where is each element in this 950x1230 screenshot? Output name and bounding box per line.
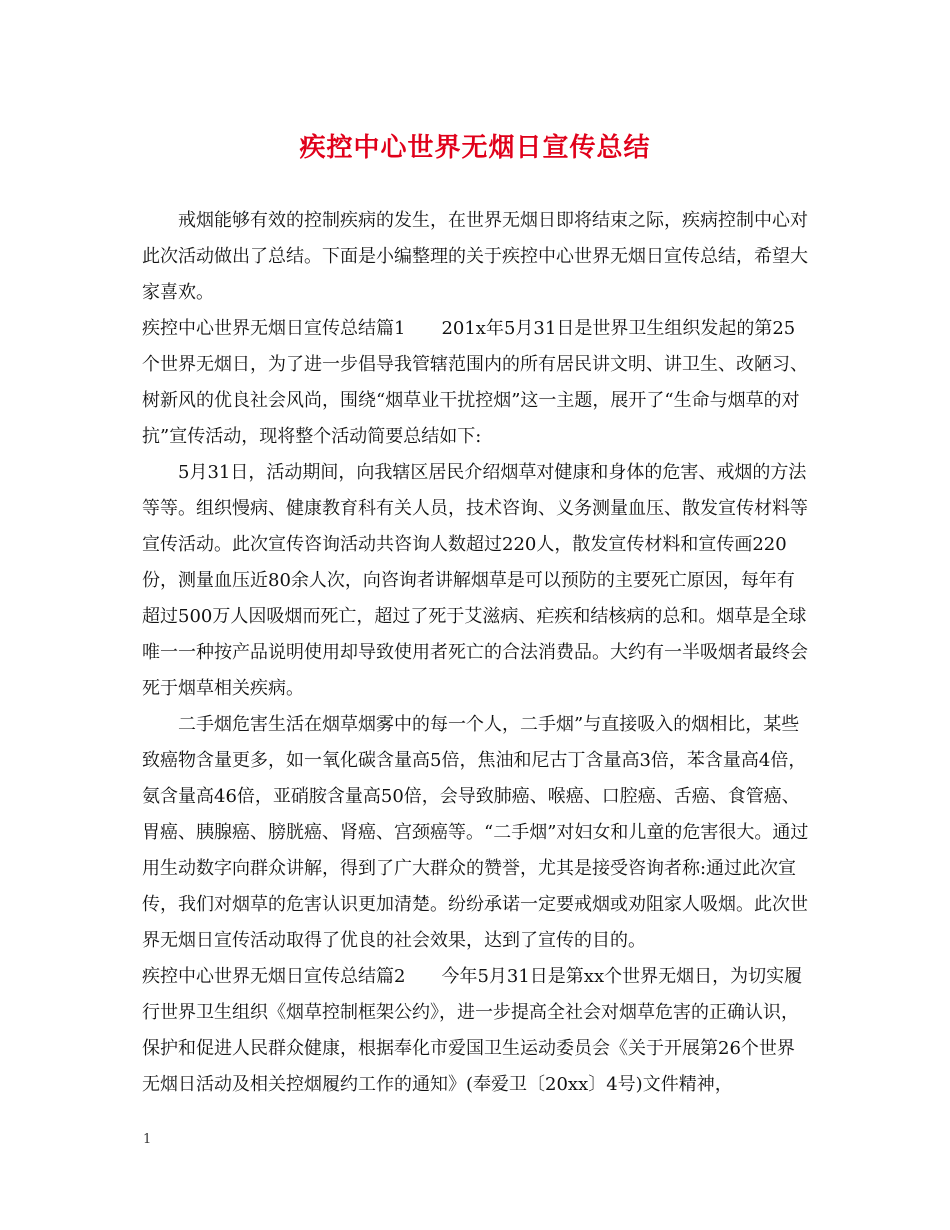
page-number: 1 (143, 1132, 152, 1147)
document-body (142, 203, 812, 1103)
paragraph-section-1-heading: 疾控中心世界无烟日宣传总结篇1 201x年5月31日是世界卫生组织发起的第25个世界无烟日，为了进一步倡导我管辖范围内的所有居民讲文明、讲卫生、改陋习、树新风的优良社会风尚，围绕“烟草业干扰控烟”这一主题，展开了“生命与烟草的对抗”宣传活动，现将整个活动简要总结如下: (142, 318, 808, 447)
document-title: 疾控中心世界无烟日宣传总结 (299, 133, 651, 163)
paragraph-activity: 5月31日，活动期间，向我辖区居民介绍烟草对健康和身体的危害、戒烟的方法等等。组织慢病、健康教育科有关人员，技术咨询、义务测量血压、散发宣传材料等宣传活动。此次宣传咨询活动共咨询人数超过220人，散发宣传材料和宣传画220份，测量血压近80余人次，向咨询者讲解烟草是可以预防的主要死亡原因，每年有超过500万人因吸烟而死亡，超过了死于艾滋病、疟疾和结核病的总和。烟草是全球唯一一种按产品说明使用却导致使用者死亡的合法消费品。大约有一半吸烟者最终会死于烟草相关疾病。 (142, 462, 808, 699)
paragraph-section-2-heading: 疾控中心世界无烟日宣传总结篇2 今年5月31日是第xx个世界无烟日，为切实履行世界卫生组织《烟草控制框架公约》，进一步提高全社会对烟草危害的正确认识，保护和促进人民群众健康，根据奉化市爱国卫生运动委员会《关于开展第26个世界无烟日活动及相关控烟履约工作的通知》(奉爱卫〔20xx〕4号)文件精神， (142, 966, 803, 1095)
paragraph-intro: 戒烟能够有效的控制疾病的发生，在世界无烟日即将结束之际，疾病控制中心对此次活动做出了总结。下面是小编整理的关于疾控中心世界无烟日宣传总结，希望大家喜欢。 (142, 210, 808, 303)
paragraph-secondhand-smoke: 二手烟危害生活在烟草烟雾中的每一个人，二手烟”与直接吸入的烟相比，某些致癌物含量更多，如一氧化碳含量高5倍，焦油和尼古丁含量高3倍，苯含量高4倍，氨含量高46倍，亚硝胺含量高50倍，会导致肺癌、喉癌、口腔癌、舌癌、食管癌、胃癌、胰腺癌、膀胱癌、肾癌、宫颈癌等。“二手烟”对妇女和儿童的危害很大。通过用生动数字向群众讲解，得到了广大群众的赞誉，尤其是接受咨询者称:通过此次宣传，我们对烟草的危害认识更加清楚。纷纷承诺一定要戒烟或劝阻家人吸烟。此次世界无烟日宣传活动取得了优良的社会效果，达到了宣传的目的。 (142, 714, 809, 951)
